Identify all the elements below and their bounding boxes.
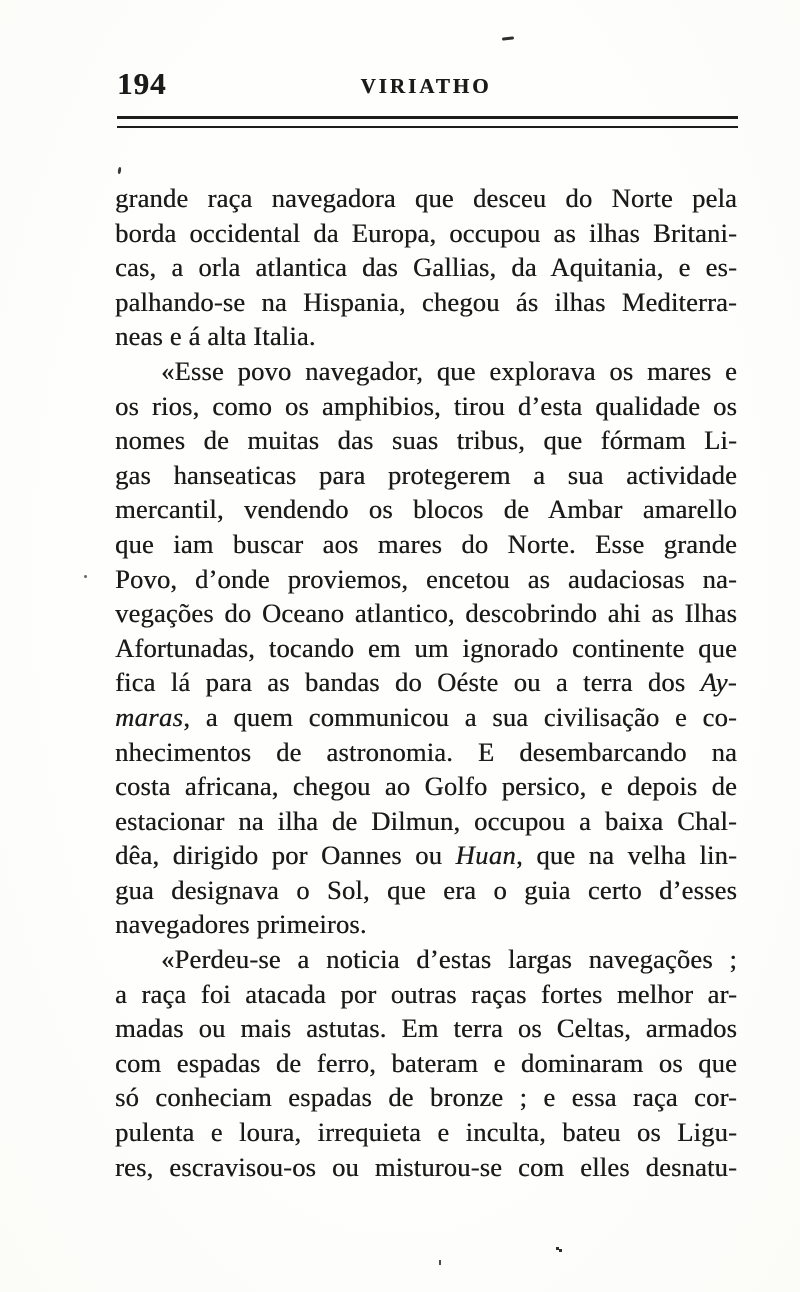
text-line: nhecimentos de astronomia. E desembarcando na <box>115 736 737 767</box>
text-line: nomes de muitas das suas tribus, que fórmam Li- <box>115 425 737 456</box>
text-line: fica lá para as bandas do Oéste ou a terra dos Ay- <box>115 667 737 698</box>
text-line: costa africana, chegou ao Golfo persico, e depois de <box>115 771 737 802</box>
text-line: cas, a orla atlantica das Gallias, da Aquitania, e es- <box>115 252 737 283</box>
text-line: gua designava o Sol, que era o guia certo d’esses <box>115 874 737 905</box>
text-line: grande raça navegadora que desceu do Norte pela <box>115 183 737 213</box>
text-block <box>115 181 737 1184</box>
text-line: a raça foi atacada por outras raças fortes melhor ar- <box>115 978 737 1009</box>
text-line: «Perdeu-se a noticia d’estas largas navegações ; <box>161 944 737 975</box>
text-line: palhando-se na Hispania, chegou ás ilhas Mediterra- <box>115 286 737 317</box>
scan-artifact-stair <box>556 1247 559 1250</box>
text-line: Afortunadas, tocando em um ignorado continente que <box>115 632 737 663</box>
text-line: vegações do Oceano atlantico, descobrindo ahi as Ilhas <box>115 598 737 629</box>
text-line: navegadores primeiros. <box>115 909 367 940</box>
text-line: maras, a quem communicou a sua civilisação e co- <box>115 701 737 732</box>
text-line: só conheciam espadas de bronze ; e essa raça cor- <box>115 1082 737 1113</box>
page-number: 194 <box>117 66 167 101</box>
text-line: pulenta e loura, irrequieta e inculta, bateu os Ligu- <box>115 1117 737 1148</box>
text-line: Povo, d’onde proviemos, encetou as audaciosas na- <box>115 563 737 594</box>
text-line: neas e á alta Italia. <box>115 321 316 352</box>
scan-artifact-dash <box>502 36 514 40</box>
header-rule-bottom <box>117 126 738 128</box>
scan-artifact-tick <box>439 1260 441 1265</box>
text-line: borda occidental da Europa, occupou as ilhas Britani- <box>115 217 737 248</box>
scan-artifact-apostrophe <box>117 167 121 174</box>
text-line: res, escravisou-os ou misturou-se com elles desnatu- <box>115 1151 737 1182</box>
text-line: os rios, como os amphibios, tirou d’esta qualidade os <box>115 390 737 421</box>
text-line: «Esse povo navegador, que explorava os mares e <box>161 355 737 386</box>
text-line: que iam buscar aos mares do Norte. Esse grande <box>115 528 737 559</box>
scan-artifact-dot <box>84 575 87 578</box>
header-rule-top <box>117 116 738 119</box>
text-line: com espadas de ferro, bateram e dominaram os que <box>115 1047 737 1078</box>
text-line: mercantil, vendendo os blocos de Ambar amarello <box>115 494 737 525</box>
text-line: gas hanseaticas para protegerem a sua actividade <box>115 459 737 490</box>
running-title: VIRIATHO <box>360 74 492 98</box>
text-line: estacionar na ilha de Dilmun, occupou a baixa Chal- <box>115 805 737 836</box>
text-line: madas ou mais astutas. Em terra os Celtas, armados <box>115 1013 737 1044</box>
text-line: dêa, dirigido por Oannes ou Huan, que na velha lin- <box>115 840 737 871</box>
